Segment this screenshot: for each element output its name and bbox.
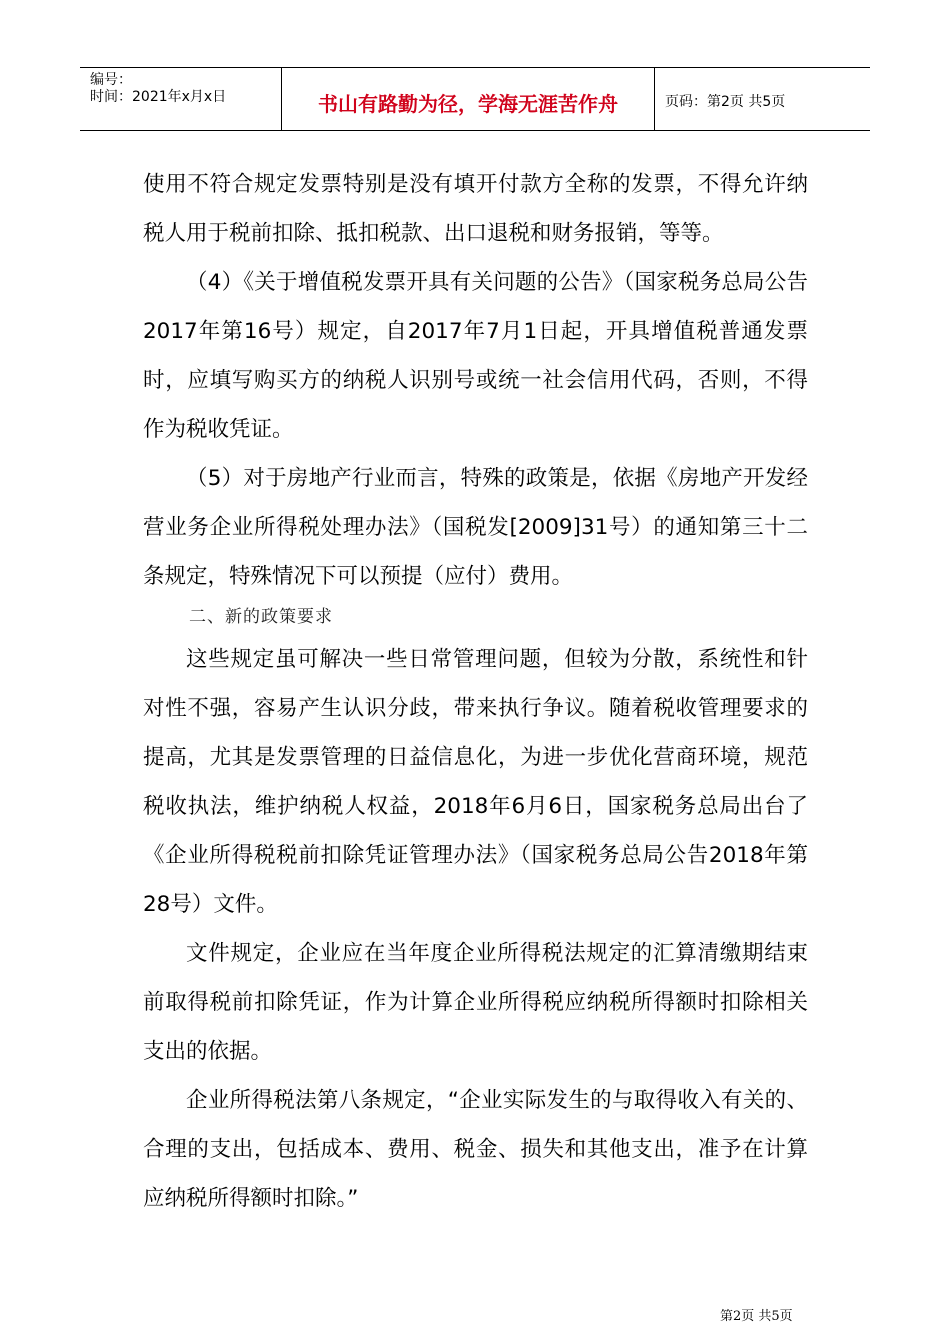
section-heading: 二、新的政策要求 <box>189 607 333 627</box>
document-date-label: 时间：2021年x月x日 <box>90 89 227 105</box>
header-page-number: 页码：第2页 共5页 <box>665 94 786 110</box>
header-motto: 书山有路勤为径，学海无涯苦作舟 <box>318 92 618 116</box>
paragraph-5: 文件规定，企业应在当年度企业所得税法规定的汇算清缴期结束前取得税前扣除凭证，作为计算企业所得税应纳税所得额时扣除相关支出的依据。 <box>143 941 808 1064</box>
paragraph-1: 使用不符合规定发票特别是没有填开付款方全称的发票，不得允许纳税人用于税前扣除、抵扣税款、出口退税和财务报销，等等。 <box>143 172 808 246</box>
paragraph-3: （5）对于房地产行业而言，特殊的政策是，依据《房地产开发经营业务企业所得税处理办法》（国税发[2009]31号）的通知第三十二条规定，特殊情况下可以预提（应付）费用。 <box>143 466 808 589</box>
page-footer: 第2页 共5页 <box>720 1309 793 1324</box>
document-number-label: 编号： <box>90 72 132 88</box>
header-meta-cell <box>80 68 282 130</box>
section-heading-wrap <box>143 601 808 635</box>
paragraph-4: 这些规定虽可解决一些日常管理问题，但较为分散，系统性和针对性不强，容易产生认识分歧，带来执行争议。随着税收管理要求的提高，尤其是发票管理的日益信息化，为进一步优化营商环境，规范税收执法，维护纳税人权益，2018年6月6日，国家税务总局出台了《企业所得税税前扣除凭证管理办法》（国家税务总局公告2018年第28号）文件。 <box>143 647 808 917</box>
document-body <box>143 160 808 1223</box>
paragraph-6: 企业所得税法第八条规定，“企业实际发生的与取得收入有关的、合理的支出，包括成本、费用、税金、损失和其他支出，准予在计算应纳税所得额时扣除。” <box>143 1088 808 1211</box>
header-page-cell <box>655 68 870 130</box>
page-header <box>80 67 870 131</box>
header-motto-cell <box>282 68 655 130</box>
paragraph-2: （4）《关于增值税发票开具有关问题的公告》（国家税务总局公告2017年第16号）规定，自2017年7月1日起，开具增值税普通发票时，应填写购买方的纳税人识别号或统一社会信用代码，否则，不得作为税收凭证。 <box>143 270 808 442</box>
